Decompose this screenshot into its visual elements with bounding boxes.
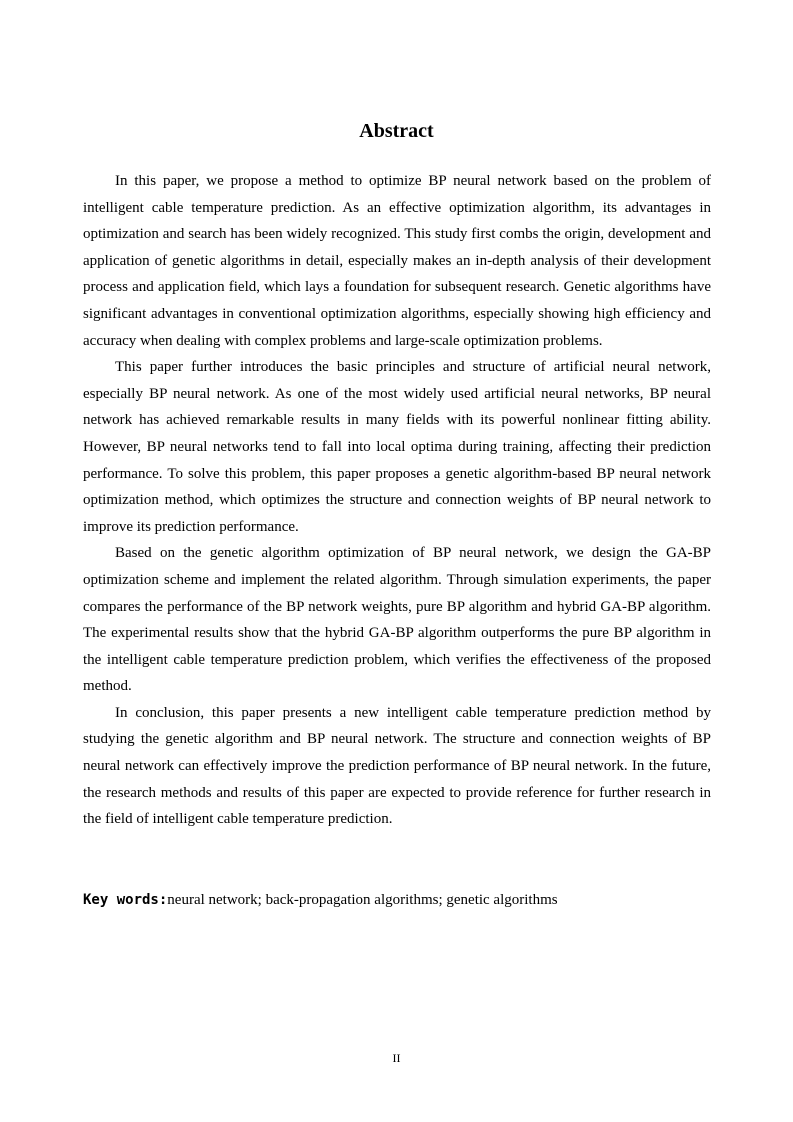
page-number: II xyxy=(392,1051,401,1065)
abstract-paragraph-2: This paper further introduces the basic principles and structure of artificial neural network, especially BP neural network. As one of the most widely used artificial neural networks, BP neural network has achieved remarkable results in many fields with its powerful nonlinear fitting ability. However, BP neural networks tend to fall into local optima during training, affecting their prediction performance. To solve this problem, this paper proposes a genetic algorithm-based BP neural network optimization method, which optimizes the structure and connection weights of BP neural network to improve its prediction performance. xyxy=(83,359,711,535)
abstract-paragraph-1: In this paper, we propose a method to optimize BP neural network based on the problem of intelligent cable temperature prediction. As an effective optimization algorithm, its advantages in optimization and search has been widely recognized. This study first combs the origin, development and application of genetic algorithms in detail, especially makes an in-depth analysis of their development process and application field, which lays a foundation for subsequent research. Genetic algorithms have significant advantages in conventional optimization algorithms, especially showing high efficiency and accuracy when dealing with complex problems and large-scale optimization problems. xyxy=(83,173,711,349)
abstract-body xyxy=(83,168,711,833)
keywords-line xyxy=(83,889,711,911)
keywords-label: Key words: xyxy=(83,892,168,908)
abstract-paragraph-3: Based on the genetic algorithm optimization of BP neural network, we design the GA-BP optimization scheme and implement the related algorithm. Through simulation experiments, the paper compares the performance of the BP network weights, pure BP algorithm and hybrid GA-BP algorithm. The experimental results show that the hybrid GA-BP algorithm outperforms the pure BP algorithm in the intelligent cable temperature prediction problem, which verifies the effectiveness of the proposed method. xyxy=(83,545,711,695)
abstract-paragraph-4: In conclusion, this paper presents a new intelligent cable temperature prediction method by studying the genetic algorithm and BP neural network. The structure and connection weights of BP neural network can effectively improve the prediction performance of BP neural network. In the future, the research methods and results of this paper are expected to provide reference for further research in the field of intelligent cable temperature prediction. xyxy=(83,704,711,828)
keywords-value: neural network; back-propagation algorithms; genetic algorithms xyxy=(167,892,558,908)
abstract-title: Abstract xyxy=(359,120,434,142)
